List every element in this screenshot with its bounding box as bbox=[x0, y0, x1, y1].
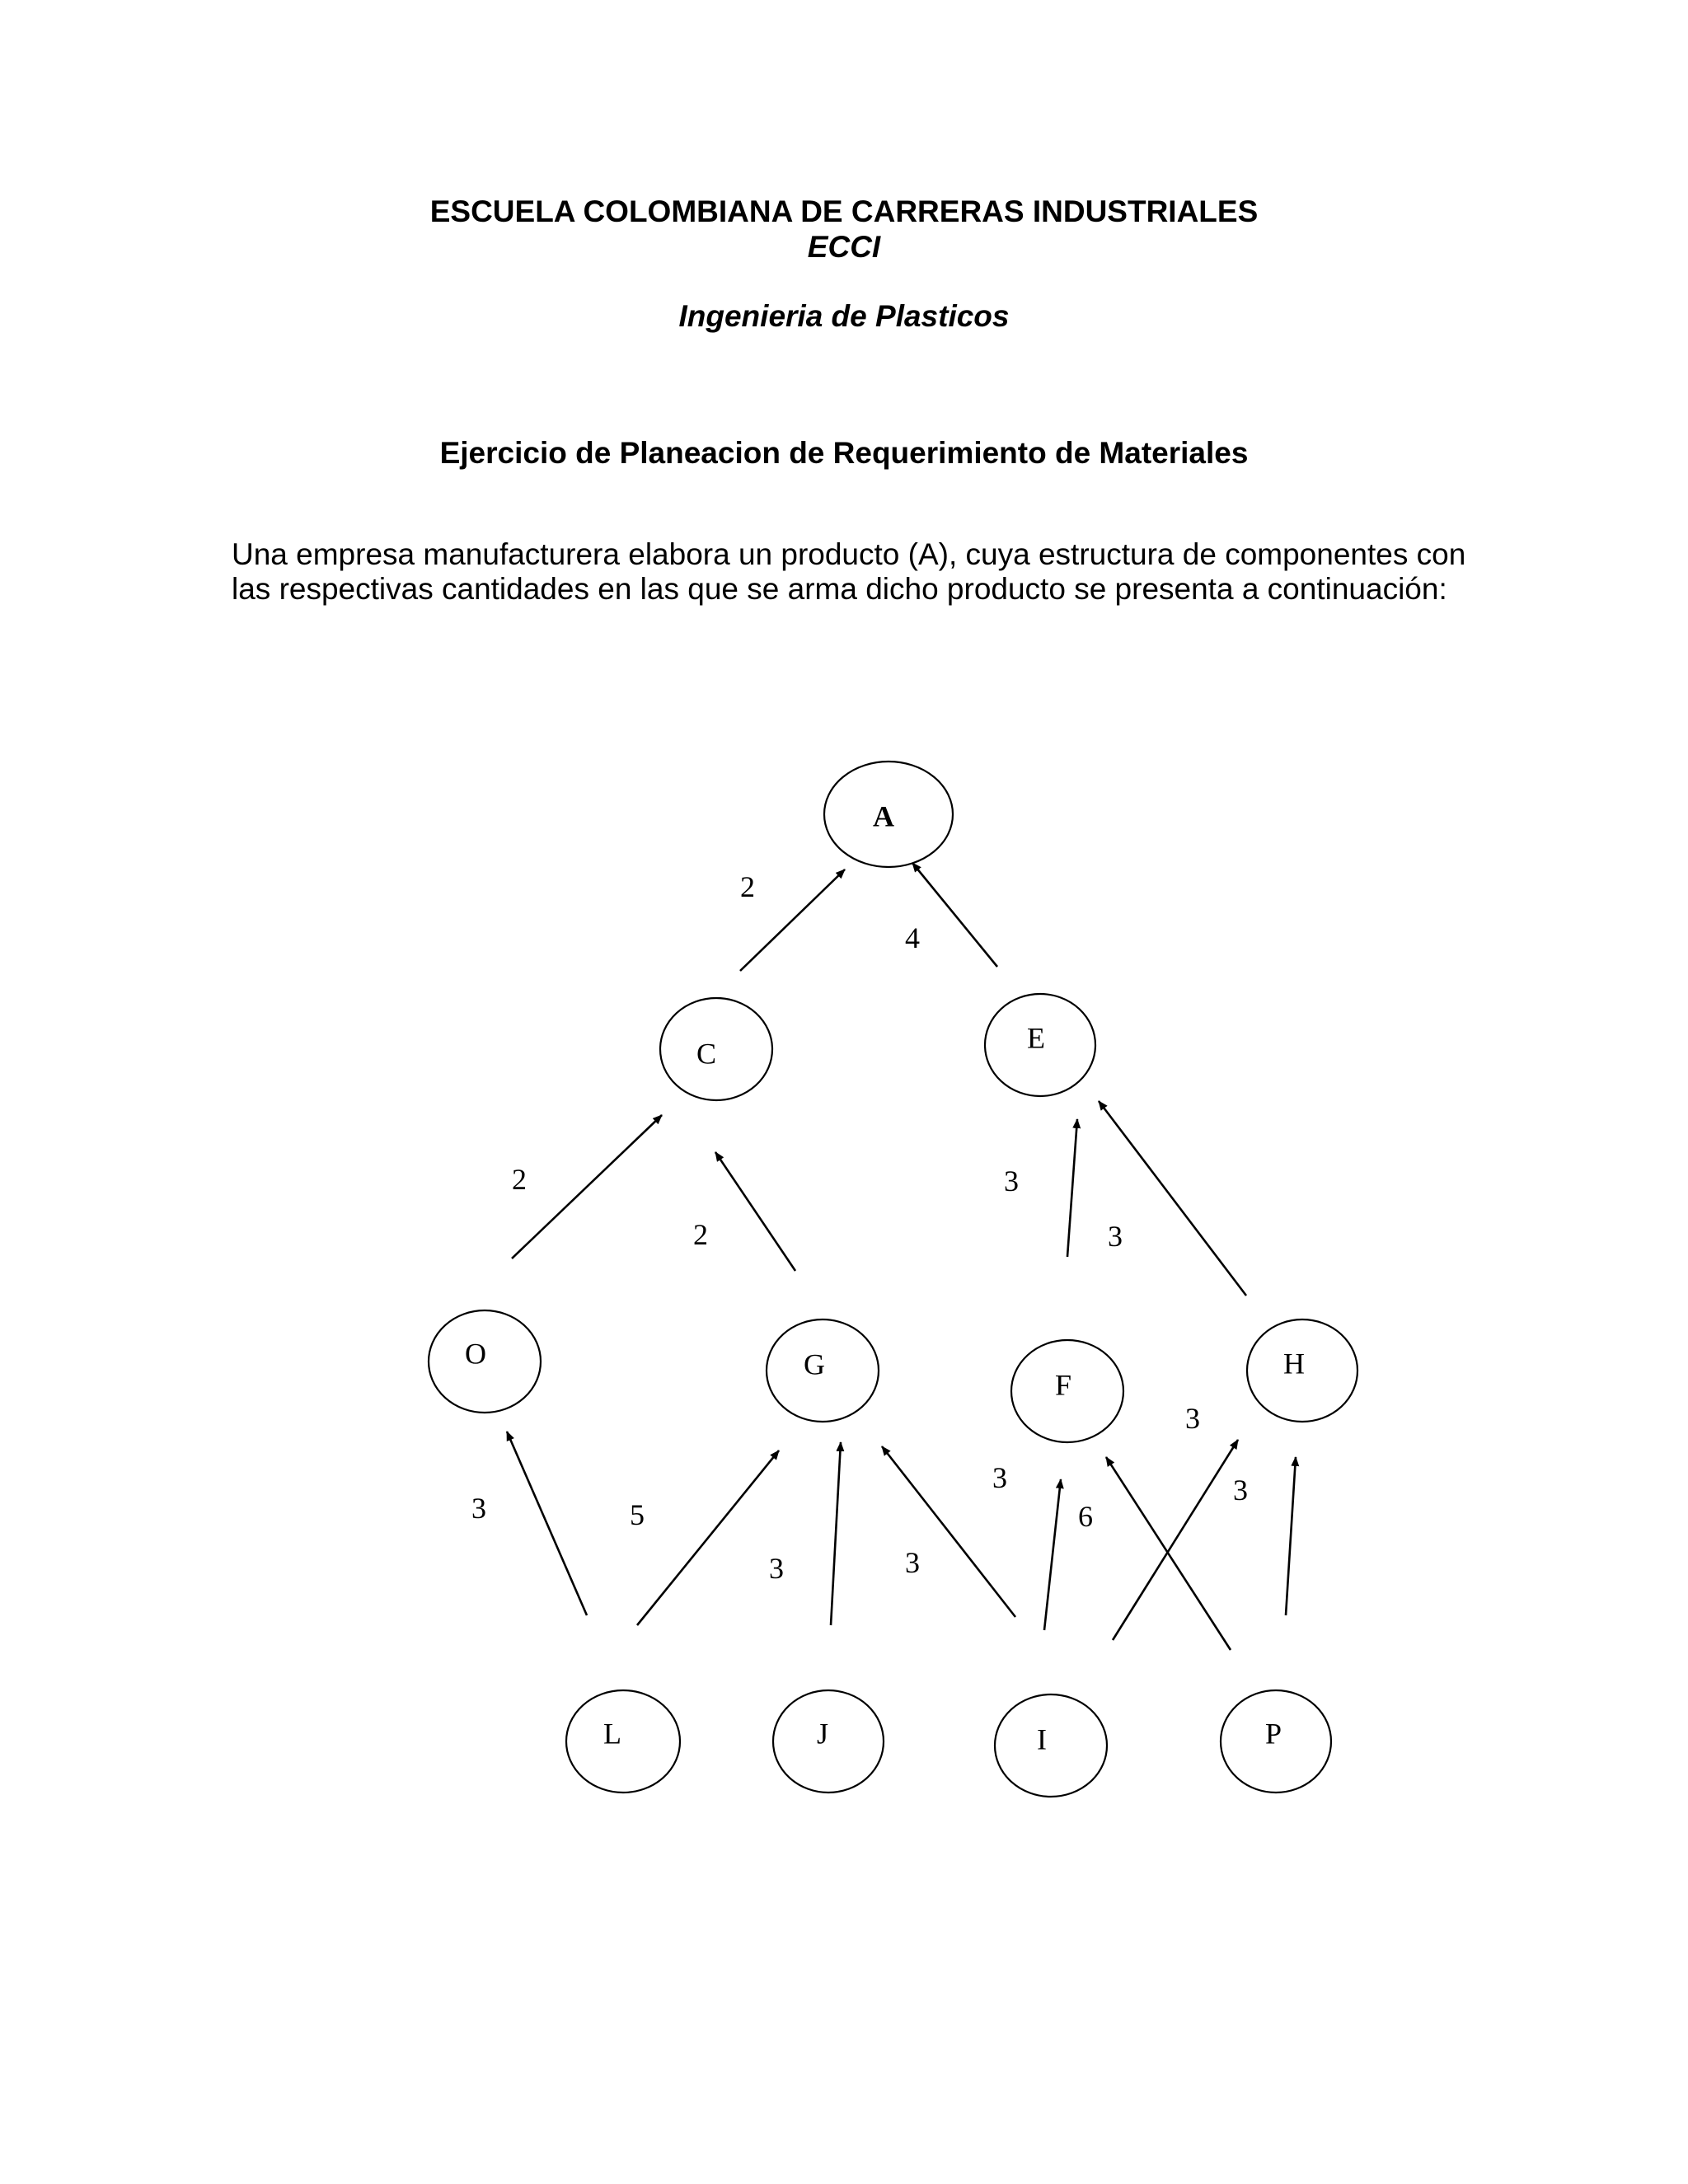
exercise-title: Ejercicio de Planeacion de Requerimiento de Materiales bbox=[439, 436, 1249, 470]
arrow-p-to-h bbox=[1286, 1457, 1296, 1615]
node-f bbox=[1011, 1340, 1123, 1442]
qty-h-to-e: 3 bbox=[1108, 1220, 1123, 1253]
node-l-label: L bbox=[603, 1717, 621, 1750]
arrow-l-to-o bbox=[507, 1432, 587, 1615]
arrow-i-to-f bbox=[1044, 1479, 1061, 1630]
node-g-label: G bbox=[804, 1347, 825, 1381]
qty-o-to-c: 2 bbox=[512, 1163, 527, 1196]
qty-f-to-e: 3 bbox=[1004, 1165, 1019, 1197]
qty-i-to-h: 3 bbox=[1185, 1402, 1200, 1435]
intro-line-1: Una empresa manufacturera elabora un producto (A), cuya estructura de componentes con bbox=[232, 537, 1466, 571]
node-i-label: I bbox=[1037, 1722, 1047, 1756]
qty-l-to-g: 5 bbox=[630, 1498, 645, 1531]
qty-g-to-c: 2 bbox=[693, 1218, 708, 1251]
arrow-j-to-g bbox=[831, 1442, 841, 1625]
qty-i-to-g: 3 bbox=[905, 1546, 920, 1579]
node-o bbox=[429, 1310, 541, 1413]
qty-e-to-a: 4 bbox=[905, 921, 920, 954]
node-a-label: A bbox=[873, 799, 894, 833]
node-f-label: F bbox=[1054, 1368, 1072, 1402]
school-acronym: ECCI bbox=[807, 230, 881, 264]
node-i bbox=[995, 1694, 1107, 1797]
qty-i-to-f: 3 bbox=[992, 1461, 1007, 1494]
node-c bbox=[660, 998, 772, 1100]
qty-j-to-g: 3 bbox=[769, 1552, 784, 1585]
arrow-f-to-e bbox=[1067, 1119, 1077, 1257]
node-e bbox=[985, 994, 1095, 1096]
node-c-label: C bbox=[696, 1037, 717, 1071]
arrow-l-to-g bbox=[637, 1451, 779, 1625]
node-p bbox=[1221, 1690, 1331, 1793]
qty-c-to-a: 2 bbox=[740, 870, 755, 903]
node-g bbox=[767, 1319, 879, 1422]
node-a bbox=[824, 762, 953, 867]
school-name: ESCUELA COLOMBIANA DE CARRERAS INDUSTRIALES bbox=[429, 194, 1259, 228]
arrow-g-to-c bbox=[715, 1152, 795, 1271]
program-name: Ingenieria de Plasticos bbox=[678, 299, 1010, 333]
node-l bbox=[566, 1690, 680, 1793]
node-j bbox=[773, 1690, 884, 1793]
arrow-c-to-a bbox=[740, 869, 845, 971]
node-j-label: J bbox=[816, 1717, 829, 1750]
node-e-label: E bbox=[1027, 1021, 1045, 1055]
node-o-label: O bbox=[465, 1337, 486, 1371]
node-h bbox=[1247, 1319, 1357, 1422]
node-h-label: H bbox=[1283, 1347, 1305, 1380]
qty-p-to-h: 3 bbox=[1233, 1474, 1248, 1507]
arrow-o-to-c bbox=[512, 1115, 662, 1258]
arrow-h-to-e bbox=[1099, 1101, 1246, 1296]
node-p-label: P bbox=[1264, 1717, 1282, 1750]
arrow-e-to-a bbox=[912, 863, 997, 967]
qty-p-to-f: 6 bbox=[1078, 1500, 1093, 1533]
intro-line-2: las respectivas cantidades en las que se arma dicho producto se presenta a continuación: bbox=[232, 572, 1447, 606]
arrow-i-to-h bbox=[1113, 1440, 1238, 1640]
qty-l-to-o: 3 bbox=[471, 1492, 486, 1525]
